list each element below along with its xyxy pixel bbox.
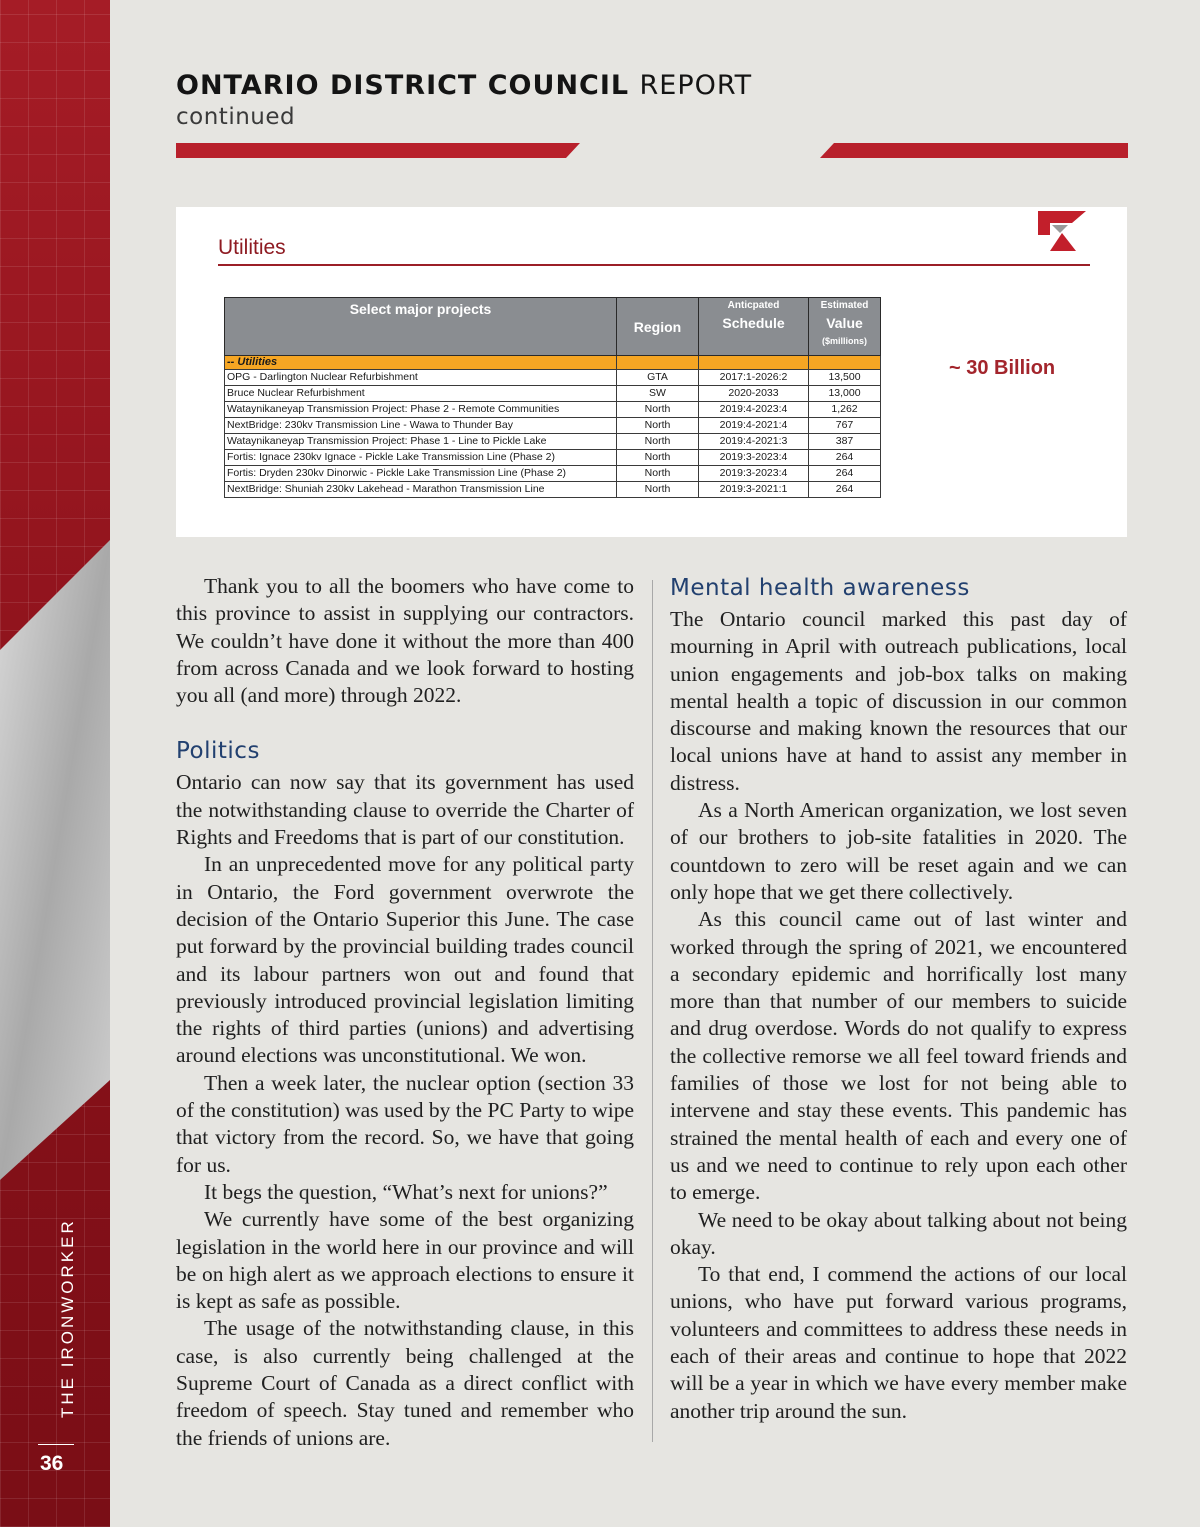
- schedule-cell: 2019:3-2021:1: [699, 482, 809, 498]
- table-row: [225, 466, 881, 482]
- body-paragraph: As a North American organization, we lost seven of our brothers to job-site fatalities in 2020. The countdown to zero will be reset again and we can only hope that we get there collectively.: [670, 798, 1127, 904]
- schedule-cell: 2019:4-2021:4: [699, 418, 809, 434]
- spine-divider: [38, 1444, 74, 1445]
- slide-heading: Utilities: [218, 236, 286, 259]
- project-cell: NextBridge: Shuniah 230kv Lakehead - Marathon Transmission Line: [225, 482, 617, 498]
- sidebar-band: [0, 0, 110, 1527]
- body-paragraph: In an unprecedented move for any political party in Ontario, the Ford government overwrote the decision of the Ontario Superior this June. The case put forward by the provincial building trades council and its labour partners won out and found that previously introduced provincial legislation limiting the rights of third parties (unions) and advertising around elections was unconstitutional. We won.: [176, 852, 634, 1068]
- silver-chevron-graphic: [0, 0, 110, 1527]
- body-paragraph: Then a week later, the nuclear option (section 33 of the constitution) was used by the PC Party to wipe that victory from the record. So, we have that going for us.: [176, 1070, 634, 1177]
- body-paragraph: The Ontario council marked this past day of mourning in April with outreach publications, local union engagements and job-box talks on making mental health a topic of discussion in our common discourse and making known the resources that our local unions have at hand to assist any member in distress.: [670, 607, 1127, 795]
- project-cell: Wataynikaneyap Transmission Project: Phase 2 - Remote Communities: [225, 402, 617, 418]
- project-cell: Bruce Nuclear Refurbishment: [225, 386, 617, 402]
- schedule-header-top: Anticpated: [727, 300, 780, 311]
- projects-table: [224, 297, 881, 498]
- project-cell: OPG - Darlington Nuclear Refurbishment: [225, 370, 617, 386]
- value-cell: 13,500: [809, 370, 881, 386]
- region-cell: SW: [617, 386, 699, 402]
- table-row: [225, 370, 881, 386]
- utilities-slide: [176, 207, 1127, 537]
- total-value-callout: ~ 30 Billion: [949, 357, 1056, 379]
- schedule-cell: 2020-2033: [699, 386, 809, 402]
- body-paragraph: We need to be okay about talking about not being okay.: [670, 1207, 1127, 1259]
- value-cell: 264: [809, 482, 881, 498]
- schedule-cell: 2019:3-2023:4: [699, 466, 809, 482]
- right-column: [670, 573, 1127, 1425]
- table-header-row: [225, 298, 881, 356]
- body-paragraph: We currently have some of the best organizing legislation in the world here in our province and will be on high alert as we approach elections to ensure it is kept as safe as possible.: [176, 1207, 634, 1314]
- value-cell: 767: [809, 418, 881, 434]
- value-cell: 387: [809, 434, 881, 450]
- region-cell: GTA: [617, 370, 699, 386]
- body-paragraph: It begs the question, “What’s next for unions?”: [204, 1179, 608, 1204]
- region-cell: North: [617, 434, 699, 450]
- politics-heading: Politics: [176, 738, 260, 765]
- project-cell: NextBridge: 230kv Transmission Line - Wawa to Thunder Bay: [225, 418, 617, 434]
- section-label: -- Utilities: [225, 356, 617, 370]
- schedule-cell: 2019:4-2021:3: [699, 434, 809, 450]
- column-header-region: Region: [617, 298, 699, 356]
- table-row: [225, 482, 881, 498]
- table-row: [225, 418, 881, 434]
- region-cell: North: [617, 466, 699, 482]
- column-divider: [652, 580, 653, 1442]
- table-section-row: [225, 356, 881, 370]
- region-cell: North: [617, 482, 699, 498]
- slide-heading-rule: [218, 264, 1090, 266]
- page-title-light: REPORT: [639, 70, 753, 101]
- region-cell: North: [617, 418, 699, 434]
- page-number: 36: [40, 1452, 64, 1475]
- region-cell: North: [617, 402, 699, 418]
- page-title-bold: ONTARIO DISTRICT COUNCIL: [176, 70, 630, 101]
- column-header-value: [809, 298, 881, 356]
- mental-health-heading: Mental health awareness: [670, 575, 970, 601]
- header-banner-stripe: [176, 143, 1128, 158]
- schedule-cell: 2019:4-2023:4: [699, 402, 809, 418]
- body-paragraph: As this council came out of last winter and worked through the spring of 2021, we encountered a secondary epidemic and horrifically lost many more than that number of our members to suicide and drug overdose. Words do not qualify to express the collective remorse we all feel toward friends and families of those we lost for not being able to intervene and stay these events. This pandemic has strained the mental health of each and every one of us and we need to continue to rely upon each other to emerge.: [670, 907, 1127, 1205]
- section-empty-cell: [699, 356, 809, 370]
- table-row: [225, 386, 881, 402]
- body-paragraph: Ontario can now say that its government has used the notwithstanding clause to override the Charter of Rights and Freedoms that is part of our constitution.: [176, 770, 634, 850]
- publication-name: THE IRONWORKER: [58, 1218, 77, 1418]
- project-cell: Fortis: Ignace 230kv Ignace - Pickle Lake Transmission Line (Phase 2): [225, 450, 617, 466]
- section-empty-cell: [617, 356, 699, 370]
- schedule-cell: 2019:3-2023:4: [699, 450, 809, 466]
- body-paragraph: The usage of the notwithstanding clause, in this case, is also currently being challenged at the Supreme Court of Canada as a direct conflict with freedom of speech. Stay tuned and remember who the friends of unions are.: [176, 1316, 634, 1450]
- schedule-header-main: Schedule: [722, 315, 785, 331]
- schedule-cell: 2017:1-2026:2: [699, 370, 809, 386]
- column-header-schedule: [699, 298, 809, 356]
- table-row: [225, 434, 881, 450]
- logo-icon: [1038, 211, 1096, 251]
- value-cell: 264: [809, 466, 881, 482]
- project-cell: Wataynikaneyap Transmission Project: Phase 1 - Line to Pickle Lake: [225, 434, 617, 450]
- body-paragraph: To that end, I commend the actions of our local unions, who have put forward various programs, volunteers and committees to address these needs in each of their areas and continue to hope that 2022 will be a year in which we have every member make another trip around the sun.: [670, 1262, 1127, 1423]
- intro-paragraph: Thank you to all the boomers who have come to this province to assist in supplying our contractors. We couldn’t have done it without the more than 400 from across Canada and we look forward to hosting you all (and more) through 2022.: [176, 574, 634, 708]
- table-row: [225, 402, 881, 418]
- value-header-main: Value: [826, 315, 863, 331]
- region-cell: North: [617, 450, 699, 466]
- left-column: [176, 573, 634, 1452]
- value-cell: 264: [809, 450, 881, 466]
- page-title: [176, 70, 752, 101]
- value-cell: 1,262: [809, 402, 881, 418]
- column-header-project: Select major projects: [225, 298, 617, 356]
- value-header-top: Estimated: [820, 300, 869, 311]
- value-cell: 13,000: [809, 386, 881, 402]
- table-row: [225, 450, 881, 466]
- section-empty-cell: [809, 356, 881, 370]
- project-cell: Fortis: Dryden 230kv Dinorwic - Pickle Lake Transmission Line (Phase 2): [225, 466, 617, 482]
- page-subtitle: continued: [176, 104, 296, 130]
- value-header-unit: ($millions): [821, 336, 867, 346]
